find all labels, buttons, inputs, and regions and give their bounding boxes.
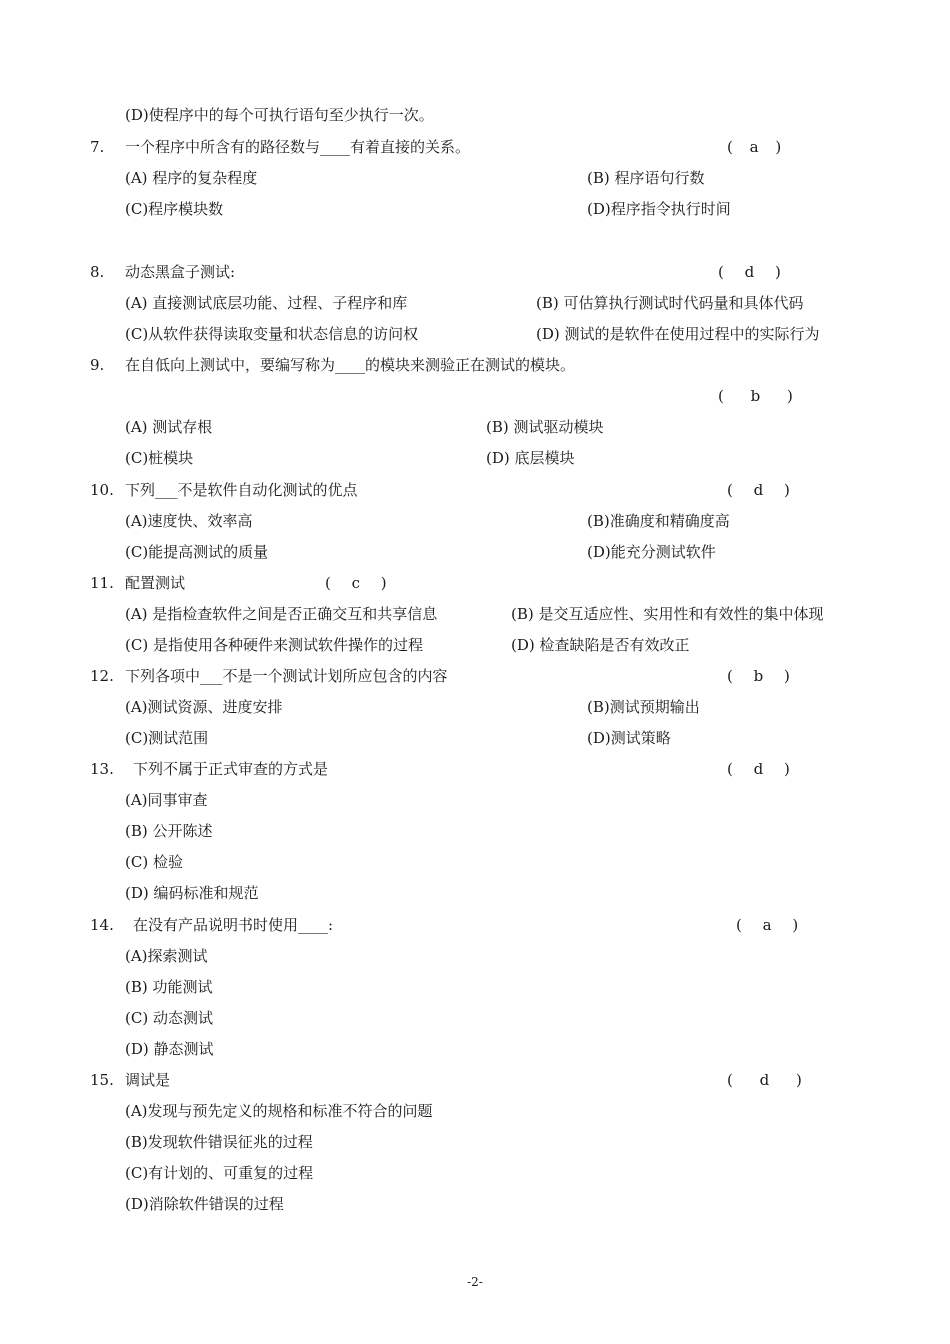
option-c: (C)程序模块数 xyxy=(125,200,224,218)
answer: ( b ) xyxy=(727,667,790,685)
option-a: (A)同事审查 xyxy=(125,791,208,809)
option-a: (A)测试资源、进度安排 xyxy=(125,698,283,716)
option-d: (D)消除软件错误的过程 xyxy=(125,1195,284,1213)
option-d: (D)测试策略 xyxy=(587,729,671,747)
answer: ( d ) xyxy=(727,481,790,499)
option-b: (B) 测试驱动模块 xyxy=(486,418,604,436)
question-text: 下列各项中___不是一个测试计划所应包含的内容 xyxy=(125,667,448,685)
option-a: (A)速度快、效率高 xyxy=(125,512,253,530)
option-c: (C)有计划的、可重复的过程 xyxy=(125,1164,314,1182)
option-b: (B) 是交互适应性、实用性和有效性的集中体现 xyxy=(511,605,824,623)
option-c: (C)桩模块 xyxy=(125,449,194,467)
question-text: 下列___不是软件自动化测试的优点 xyxy=(125,481,358,499)
option-c: (C) 检验 xyxy=(125,853,183,871)
option-d: (D) 静态测试 xyxy=(125,1040,214,1058)
option-b: (B)准确度和精确度高 xyxy=(587,512,730,530)
question-number: 8. xyxy=(90,263,105,281)
option-a: (A) 直接测试底层功能、过程、子程序和库 xyxy=(125,294,408,312)
question-number: 10. xyxy=(90,481,114,499)
answer: ( c ) xyxy=(325,574,387,592)
answer: ( b ) xyxy=(718,387,793,405)
option-a: (A)发现与预先定义的规格和标准不符合的问题 xyxy=(125,1102,433,1120)
option-d: (D)程序指令执行时间 xyxy=(587,200,731,218)
option-b: (B) 可估算执行测试时代码量和具体代码 xyxy=(536,294,804,312)
option-a: (A)探索测试 xyxy=(125,947,208,965)
option-c: (C) 是指使用各种硬件来测试软件操作的过程 xyxy=(125,636,423,654)
answer: ( a ) xyxy=(727,138,782,156)
option-d: (D)能充分测试软件 xyxy=(587,543,716,561)
option-a: (A) 测试存根 xyxy=(125,418,213,436)
question-number: 7. xyxy=(90,138,105,156)
question-text: 一个程序中所含有的路径数与____有着直接的关系。 xyxy=(125,138,471,156)
answer: ( d ) xyxy=(718,263,781,281)
option-b: (B) 程序语句行数 xyxy=(587,169,705,187)
option-b: (B) 功能测试 xyxy=(125,978,213,996)
option-d: (D) 测试的是软件在使用过程中的实际行为 xyxy=(536,325,820,343)
option-c: (C) 动态测试 xyxy=(125,1009,213,1027)
answer: ( d ) xyxy=(727,1071,802,1089)
page-number: -2- xyxy=(467,1275,483,1289)
question-number: 9. xyxy=(90,356,105,374)
question-text: 调试是 xyxy=(125,1071,171,1089)
answer: ( a ) xyxy=(736,916,799,934)
answer: ( d ) xyxy=(727,760,790,778)
question-number: 11. xyxy=(90,574,114,592)
option-d: (D) 检查缺陷是否有效改正 xyxy=(511,636,690,654)
option-c: (C)测试范围 xyxy=(125,729,209,747)
option-a: (A) 是指检查软件之间是否正确交互和共享信息 xyxy=(125,605,438,623)
question-text: 下列不属于正式审查的方式是 xyxy=(133,760,329,778)
question-text: 动态黑盒子测试: xyxy=(125,263,236,281)
option-d: (D) 底层模块 xyxy=(486,449,575,467)
option-b: (B)发现软件错误征兆的过程 xyxy=(125,1133,313,1151)
option-d-prev: (D)使程序中的每个可执行语句至少执行一次。 xyxy=(125,106,434,124)
option-d: (D) 编码标准和规范 xyxy=(125,884,259,902)
option-b: (B) 公开陈述 xyxy=(125,822,213,840)
question-text: 在自低向上测试中，要编写称为____的模块来测验正在测试的模块。 xyxy=(125,356,576,374)
question-text: 配置测试 xyxy=(125,574,186,592)
question-text: 在没有产品说明书时使用____: xyxy=(133,916,334,934)
option-c: (C)从软件获得读取变量和状态信息的访问权 xyxy=(125,325,419,343)
question-number: 13. xyxy=(90,760,114,778)
question-number: 14. xyxy=(90,916,114,934)
option-a: (A) 程序的复杂程度 xyxy=(125,169,258,187)
option-c: (C)能提高测试的质量 xyxy=(125,543,269,561)
question-number: 15. xyxy=(90,1071,114,1089)
question-number: 12. xyxy=(90,667,114,685)
option-b: (B)测试预期输出 xyxy=(587,698,700,716)
